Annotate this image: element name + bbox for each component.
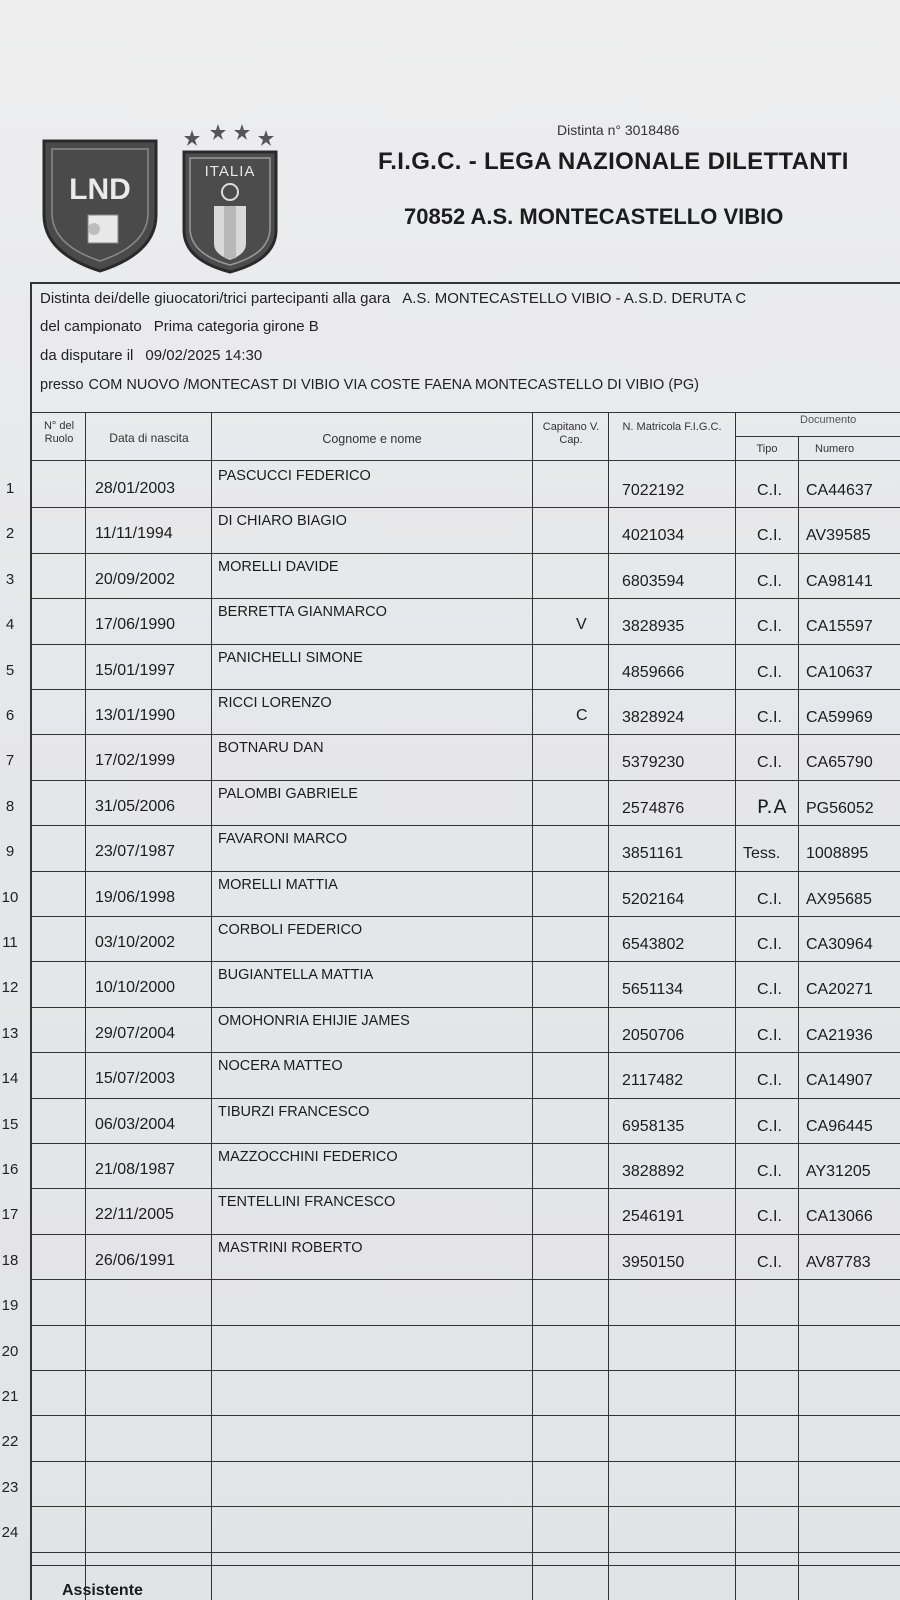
birth-date: 15/07/2003 [95,1070,176,1088]
player-name: MAZZOCCHINI FEDERICO [218,1149,398,1165]
document-number: AV39585 [806,527,871,545]
document-type: C.I. [757,709,782,726]
row-number: 18 [1,1251,19,1269]
document-subheader-divider [735,436,900,437]
header-documento: Documento [800,414,857,426]
row-number: 8 [5,797,15,815]
table-row-divider [30,961,900,962]
document-type: C.I. [757,1026,782,1044]
table-row-divider [30,734,900,735]
table-row-divider [30,1552,900,1553]
birth-date: 23/07/1987 [95,843,176,861]
birth-date: 10/10/2000 [95,979,176,997]
player-name: BOTNARU DAN [218,740,324,757]
table-row-divider [30,825,900,826]
row-number: 13 [1,1024,19,1042]
row-number: 6 [5,707,15,724]
row-number: 3 [5,570,15,588]
table-row-divider [30,1461,900,1462]
document-number: CA59969 [806,709,873,726]
date-label: da disputare il [40,347,134,364]
table-row-divider [30,1506,900,1507]
document-type: C.I. [757,981,782,999]
birth-date: 19/06/1998 [95,888,176,906]
table-row-divider [30,1234,900,1235]
document-number: 1008895 [806,845,869,863]
table-row-divider [30,689,900,690]
birth-date: 31/05/2006 [95,797,176,815]
table-column-divider [608,412,609,1600]
match-line [40,290,746,307]
table-column-divider [85,412,86,1600]
championship-label: del campionato [40,318,142,335]
matricola-number: 3950150 [622,1253,685,1271]
header-capitano: Capitano V. Cap. [542,421,600,446]
header-ruolo: N° del Ruolo [43,420,75,445]
matricola-number: 5379230 [622,754,685,772]
birth-date: 13/01/1990 [95,707,176,724]
distinta-number: Distinta n° 3018486 [557,122,680,138]
captain-mark: C [576,707,588,724]
document-type: C.I. [757,890,782,908]
player-name: TIBURZI FRANCESCO [218,1103,370,1120]
table-row-divider [30,507,900,508]
document-number: CA13066 [806,1208,873,1226]
club-title: 70852 A.S. MONTECASTELLO VIBIO [404,204,784,229]
player-name: FAVARONI MARCO [218,831,348,848]
player-name: PANICHELLI SIMONE [218,649,363,666]
organization-title: F.I.G.C. - LEGA NAZIONALE DILETTANTI [378,148,849,175]
document-number: CA30964 [806,936,873,953]
birth-date: 29/07/2004 [95,1024,176,1042]
birth-date: 11/11/1994 [95,525,173,543]
player-name: BERRETTA GIANMARCO [218,604,387,621]
table-row-divider [30,1098,900,1099]
venue-label: presso [40,377,84,393]
table-row-divider [30,644,900,645]
row-number: 9 [5,843,15,861]
document-number: CA21936 [806,1026,873,1044]
matricola-number: 2050706 [622,1026,685,1044]
matricola-number: 5651134 [622,981,684,999]
table-row-divider [30,1415,900,1416]
row-number: 11 [2,934,18,951]
birth-date: 26/06/1991 [95,1251,176,1269]
header-nascita: Data di nascita [109,431,189,445]
document-number: AX95685 [806,890,872,908]
header-nome: Cognome e nome [322,432,422,446]
lnd-logo [40,135,160,275]
match-info-box [30,282,900,414]
document-number: CA10637 [806,663,873,681]
row-number: 20 [1,1342,19,1360]
row-number: 16 [1,1161,19,1178]
table-column-divider [532,412,533,1600]
document-type: C.I. [757,527,782,545]
document-number: CA14907 [806,1072,873,1090]
row-number: 21 [1,1388,19,1405]
table-row-divider [30,1052,900,1053]
row-number: 24 [1,1524,19,1542]
table-row-divider [30,553,900,554]
document-number: CA98141 [806,572,873,590]
player-name: DI CHIARO BIAGIO [218,513,347,530]
table-row-divider [30,1370,900,1371]
lnd-logo-text: LND [69,173,131,206]
birth-date: 17/02/1999 [95,752,176,770]
matricola-number: 3828892 [622,1163,685,1180]
matricola-number: 6958135 [622,1117,685,1135]
document-number: AV87783 [806,1253,871,1271]
match-label: Distinta dei/delle giuocatori/trici partecipanti alla gara [40,290,391,307]
document-type: Tess. [743,845,781,863]
table-row-divider [30,598,900,599]
birth-date: 06/03/2004 [95,1115,176,1133]
matricola-number: 6543802 [622,936,685,953]
document-number: CA15597 [806,618,873,636]
venue-value: COM NUOVO /MONTECAST DI VIBIO VIA COSTE FAENA MONTECASTELLO DI VIBIO (PG) [88,377,699,393]
matricola-number: 7022192 [622,482,685,499]
row-number: 5 [5,661,15,679]
document-number: CA65790 [806,754,873,772]
birth-date: 22/11/2005 [95,1206,174,1224]
birth-date: 03/10/2002 [95,934,176,951]
table-row-divider [30,1188,900,1189]
row-number: 15 [1,1115,19,1133]
document-type: C.I. [757,936,782,953]
captain-mark: V [576,616,587,634]
row-number: 19 [1,1297,19,1315]
row-number: 10 [1,888,19,906]
date-value: 09/02/2025 14:30 [145,347,263,364]
player-name: MORELLI DAVIDE [218,558,339,575]
document-number: PG56052 [806,799,874,817]
venue-line [40,377,699,393]
player-name: MORELLI MATTIA [218,876,338,893]
player-name: RICCI LORENZO [218,695,332,711]
italia-logo [180,120,280,275]
row-number: 12 [1,979,19,997]
row-number: 1 [5,480,15,497]
document-type: C.I. [757,618,782,636]
table-column-divider [211,412,212,1600]
championship-value: Prima categoria girone B [153,318,319,335]
birth-date: 15/01/1997 [95,661,176,679]
matricola-number: 3828924 [622,709,685,726]
assistente-label: Assistente [62,1582,143,1599]
document-number: CA96445 [806,1117,873,1135]
matricola-number: 2117482 [622,1072,684,1090]
table-row-divider [30,780,900,781]
player-name: CORBOLI FEDERICO [218,922,363,938]
document-type: P.A [757,795,788,818]
italia-logo-text: ITALIA [204,163,256,180]
birth-date: 28/01/2003 [95,480,176,497]
row-number: 17 [1,1206,19,1224]
matricola-number: 4859666 [622,663,685,681]
table-row-divider [30,916,900,917]
table-column-divider [735,412,736,1600]
birth-date: 17/06/1990 [95,616,176,634]
matricola-number: 2574876 [622,799,685,817]
player-name: TENTELLINI FRANCESCO [218,1194,396,1211]
birth-date: 20/09/2002 [95,570,176,588]
document-type: C.I. [757,1208,782,1226]
document-type: C.I. [757,1163,782,1180]
table-row-divider [30,1565,900,1566]
matricola-number: 2546191 [622,1208,685,1226]
document-number: CA20271 [806,981,873,999]
player-name: PALOMBI GABRIELE [218,785,358,802]
row-number: 4 [5,616,15,634]
matricola-number: 6803594 [622,572,685,590]
matricola-number: 5202164 [622,890,685,908]
table-column-divider [798,436,799,1600]
birth-date: 21/08/1987 [95,1161,176,1178]
table-row-divider [30,460,900,461]
document-type: C.I. [757,572,782,590]
table-row-divider [30,1325,900,1326]
row-number: 23 [1,1478,19,1496]
championship-line [40,318,319,335]
row-number: 14 [1,1070,19,1088]
row-number: 22 [1,1433,19,1451]
player-name: PASCUCCI FEDERICO [218,468,371,484]
document-number: CA44637 [806,482,873,499]
table-row-divider [30,412,900,413]
table-row-divider [30,1007,900,1008]
matricola-number: 3851161 [622,845,684,863]
row-number: 7 [5,752,15,770]
document-type: C.I. [757,663,782,681]
table-row-divider [30,1279,900,1280]
document-type: C.I. [757,754,782,772]
header-matricola: N. Matricola F.I.G.C. [622,421,722,433]
table-row-divider [30,1143,900,1144]
match-value: A.S. MONTECASTELLO VIBIO - A.S.D. DERUTA C [402,290,747,307]
matricola-number: 3828935 [622,618,685,636]
document-type: C.I. [757,482,782,499]
row-number: 2 [5,525,15,543]
document-number: AY31205 [806,1163,871,1180]
player-name: OMOHONRIA EHIJIE JAMES [218,1012,410,1029]
matricola-number: 4021034 [622,527,685,545]
header-tipo: Tipo [756,443,778,455]
date-line [40,347,262,364]
player-name: BUGIANTELLA MATTIA [218,967,374,984]
player-name: NOCERA MATTEO [218,1058,343,1075]
header-numero: Numero [815,443,855,455]
document-type: C.I. [757,1253,782,1271]
document-type: C.I. [757,1117,782,1135]
player-name: MASTRINI ROBERTO [218,1239,363,1256]
document-type: C.I. [757,1072,782,1090]
table-row-divider [30,871,900,872]
